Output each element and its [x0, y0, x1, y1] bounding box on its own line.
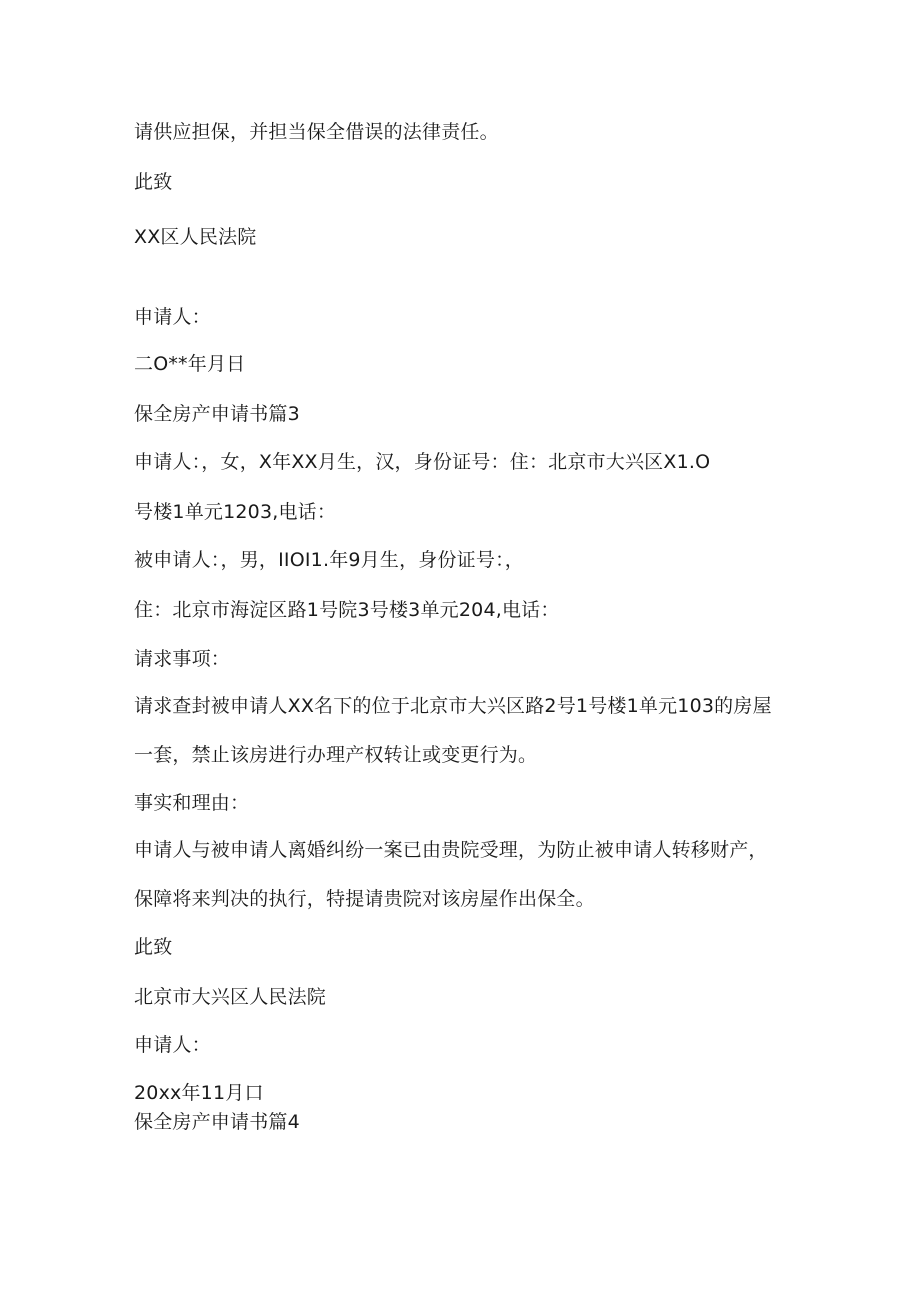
text-line: 事实和理由：	[134, 792, 250, 814]
text-line: 申请人：，女，X年XX月生，汉，身份证号：住：北京市大兴区X1.O	[134, 451, 711, 473]
section-heading: 保全房产申请书篇4	[134, 1111, 300, 1133]
text-line: 此致	[134, 171, 173, 193]
text-line: 被申请人：，男，IIOI1.年9月生，身份证号：，	[134, 549, 524, 571]
text-line: XX区人民法院	[134, 226, 257, 248]
text-line: 请求事项：	[134, 648, 231, 670]
text-line: 请求查封被申请人XX名下的位于北京市大兴区路2号1号楼1单元103的房屋	[134, 695, 772, 717]
text-line: 北京市大兴区人民法院	[134, 986, 327, 1008]
text-line: 保障将来判决的执行，特提请贵院对该房屋作出保全。	[134, 888, 595, 910]
text-line: 一套，禁止该房进行办理产权转让或变更行为。	[134, 744, 538, 766]
text-line: 申请人：	[134, 306, 211, 328]
text-line: 此致	[134, 936, 173, 958]
text-line: 20xx年11月口	[134, 1082, 264, 1104]
text-line: 二O**年月日	[134, 353, 246, 375]
text-line: 请供应担保，并担当保全借误的法律责任。	[134, 121, 499, 143]
text-line: 申请人与被申请人离婚纠纷一案已由贵院受理，为防止被申请人转移财产，	[134, 839, 768, 861]
section-heading: 保全房产申请书篇3	[134, 403, 300, 425]
text-line: 住：北京市海淀区路1号院3号楼3单元204,电话：	[134, 599, 560, 621]
text-line: 号楼1单元1203,电话：	[134, 501, 337, 523]
text-line: 申请人：	[134, 1034, 211, 1056]
